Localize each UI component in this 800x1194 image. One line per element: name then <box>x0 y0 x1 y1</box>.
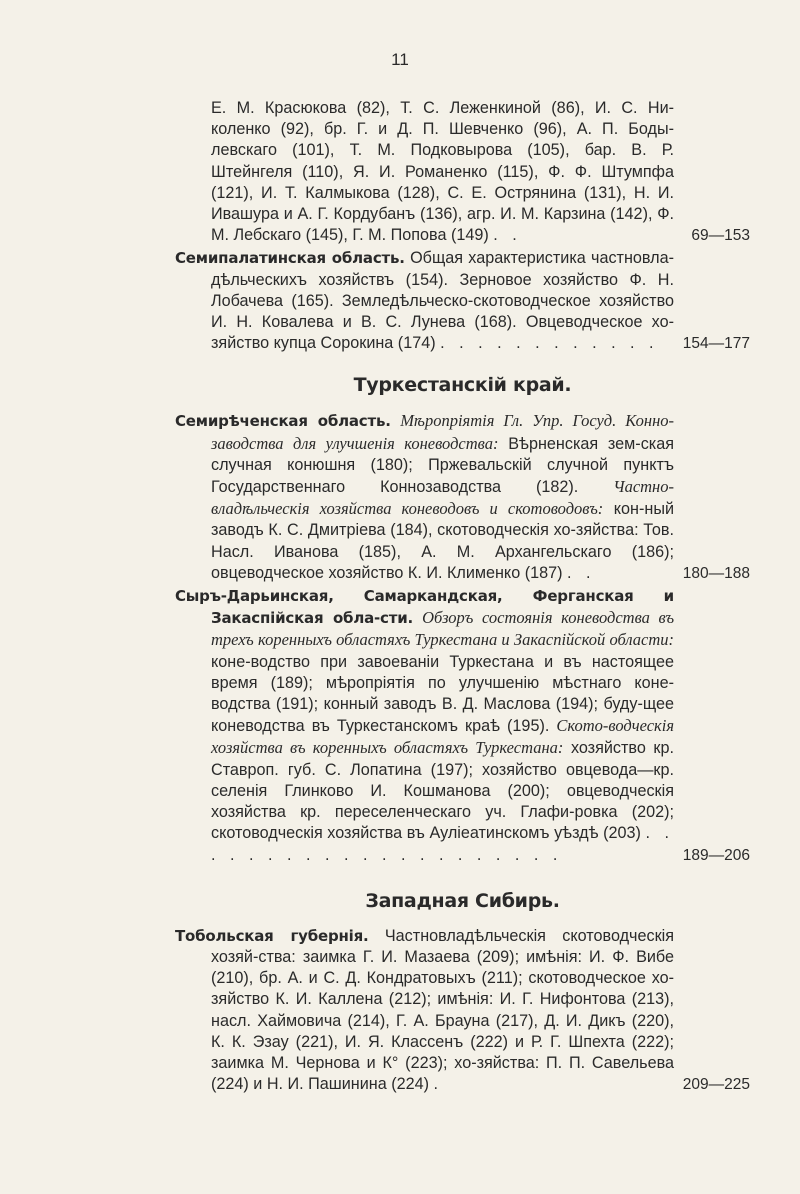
entry-text: хозяйство кр. Ставроп. губ. С. Лопатина (197); хозяйство овцевода—кр. селенія Глинково И. Кошманова (200); овцеводческія хозяйства кр. переселенческаго уч. Глафи-ровка (202); скотоводческія хозяйства въ Ауліеатинскомъ уѣздѣ (203) <box>211 739 674 843</box>
section-title-turkestan: Туркестанскій край. <box>353 374 572 397</box>
toc-entry-semipalatinsk <box>175 248 750 354</box>
toc-entry-semirechensk <box>175 410 750 584</box>
toc-entry-tobolsk <box>175 926 750 1096</box>
entry-heading: Сыръ-Дарьинская, Самаркандская, Ферганская и Закаспійская обла-сти. <box>175 587 674 628</box>
leader-dots: . . <box>493 226 522 245</box>
entry-text: коне-водство при завоеваніи Туркестана и въ настоящее время (189); мѣропріятія по улучшенію мѣстнаго коне-водства (191); конный заводъ В. Д. Маслова (194); буду-щее коневодства въ Туркестанскомъ краѣ (195). <box>211 652 674 736</box>
entry-text: Е. М. Красюкова (82), Т. С. Леженкиной (86), И. С. Ни-коленко (92), бр. Г. и Д. П. Шевченко (96), А. П. Боды-левскаго (101), Т. М. Подковырова (105), бар. В. Р. Штейнгеля (110), Я. И. Романенко (115), Ф. Ф. Штумпфа (121), И. Т. Калмыкова (128), С. Е. Острянина (131), Н. И. Ивашура и А. Г. Кордубанъ (136), агр. И. М. Карзина (142), Ф. М. Лебскаго (145), Г. М. Попова (149) <box>211 99 674 245</box>
entry-text: Вѣрненская зем-ская случная конюшня (180); Пржевальскій случной пунктъ Государственнаго Коннозаводства (182). <box>211 434 674 497</box>
page-range: 69—153 <box>687 225 750 246</box>
entry-text: Частновладѣльческія скотоводческія хозяй-ства: заимка Г. И. Мазаева (209); имѣнія: И. Ф. Вибе (210), бр. А. и С. Д. Кондратовыхъ (211); скотоводческое хо-зяйство К. И. Каллена (212); имѣнія: И. Г. Нифонтова (213), насл. Хаймовича (214), Г. А. Брауна (217), Д. И. Дикъ (220), К. К. Эзау (221), И. Я. Классенъ (222) и Р. Г. Шпехта (222); заимка М. Чернова и К° (223); хо-зяйства: П. П. Савельева (224) и Н. И. Пашинина (224) <box>211 926 675 1094</box>
toc-entry-syr-darya <box>175 586 750 866</box>
entry-text: кон-ный заводъ К. С. Дмитріева (184), скотоводческія хо-зяйства: Тов. Насл. Иванова (185), А. М. Архангельскаго (186); овцеводческое хозяйство К. И. Клименко (187) <box>211 500 674 582</box>
page-range: 189—206 <box>679 845 750 866</box>
leader-dots: . . <box>567 563 596 582</box>
entry-text: Общая характеристика частновла-дѣльческихъ хозяйствъ (154). Зерновое хозяйство Ф. Н. Лобачева (165). Земледѣльческо-скотоводческое хозяйство И. Н. Ковалева и В. С. Лунева (168). Овцеводческое хо-зяйство купца Сорокина (174) <box>211 249 674 353</box>
leader-dots: . . . . . . . . . . . . <box>440 334 659 353</box>
entry-italic: Мѣропріятія Гл. Упр. Госуд. Конно-заводства для улучшенія коневодства: <box>211 411 675 453</box>
entry-italic: Ското-водческія хозяйства въ коренныхъ областяхъ Туркестана: <box>211 716 674 758</box>
entry-heading: Семипалатинская область. <box>175 249 405 268</box>
page-range: 209—225 <box>679 1074 750 1095</box>
entry-italic: Частно-владѣльческія хозяйства коневодовъ и скотоводовъ: <box>211 477 674 519</box>
entry-heading: Тобольская губернія. <box>175 926 369 945</box>
section-title-siberia: Западная Сибирь. <box>365 889 560 912</box>
page-range: 180—188 <box>679 563 750 584</box>
page-number: 11 <box>391 50 409 69</box>
entry-italic: Обзоръ состоянія коневодства въ трехъ коренныхъ областяхъ Туркестана и Закаспійской области: <box>211 608 675 650</box>
leader-dots: . <box>433 1075 444 1094</box>
toc-entry-continued <box>175 98 750 246</box>
entry-heading: Семирѣченская область. <box>175 412 391 431</box>
table-of-contents <box>175 98 750 1097</box>
page-range: 154—177 <box>679 333 750 354</box>
leader-dots: . . . . . . . . . . . . . . . . . . . . . <box>211 824 674 864</box>
